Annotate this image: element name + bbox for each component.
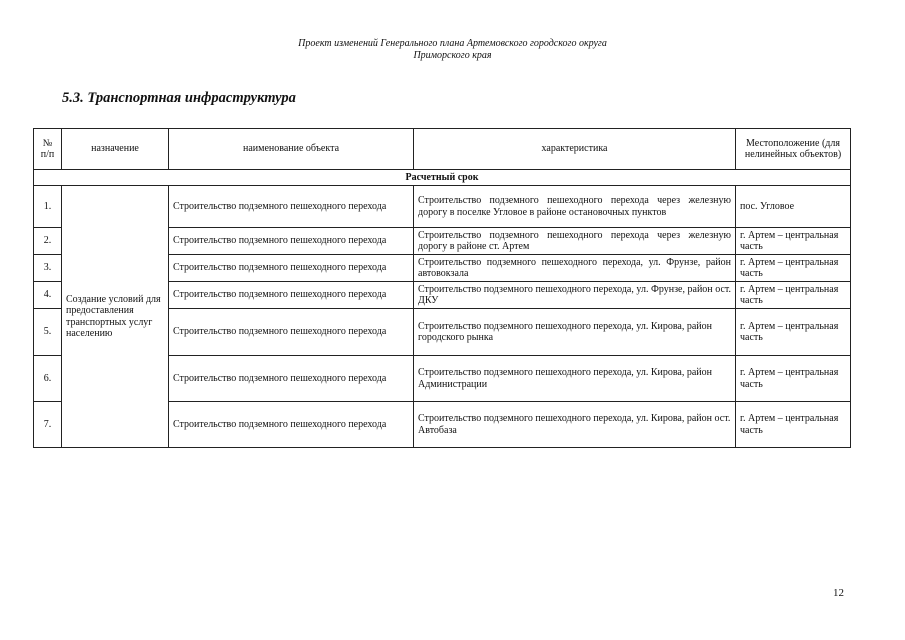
row-name: Строительство подземного пешеходного перехода [169,228,414,255]
row-location: г. Артем – центральная часть [736,282,851,309]
row-characteristic: Строительство подземного пешеходного перехода, ул. Фрунзе, район ост. ДКУ [414,282,736,309]
row-name: Строительство подземного пешеходного перехода [169,255,414,282]
row-name: Строительство подземного пешеходного перехода [169,282,414,309]
row-characteristic: Строительство подземного пешеходного перехода, ул. Кирова, район ост. Автобаза [414,402,736,448]
document-header [0,38,905,62]
col-header-characteristic: характеристика [414,129,736,170]
row-characteristic: Строительство подземного пешеходного перехода, ул. Кирова, район Администрации [414,356,736,402]
row-num: 4. [34,282,62,309]
header-line-2: Приморского края [413,50,492,61]
row-location: г. Артем – центральная часть [736,402,851,448]
col-header-num: № п/п [34,129,62,170]
row-characteristic: Строительство подземного пешеходного перехода через железную дорогу в районе ст. Артем [414,228,736,255]
page-number: 12 [833,587,844,599]
header-line-1: Проект изменений Генерального плана Артемовского городского округа [298,38,607,49]
row-location: г. Артем – центральная часть [736,309,851,356]
row-num: 6. [34,356,62,402]
row-num: 5. [34,309,62,356]
subheader-calculated-period: Расчетный срок [34,170,851,186]
row-num: 3. [34,255,62,282]
row-name: Строительство подземного пешеходного перехода [169,402,414,448]
table-header-row [34,129,851,170]
row-num: 1. [34,186,62,228]
row-location: г. Артем – центральная часть [736,356,851,402]
row-characteristic: Строительство подземного пешеходного перехода, ул. Кирова, район городского рынка [414,309,736,356]
table-row [34,186,851,228]
row-location: г. Артем – центральная часть [736,228,851,255]
row-name: Строительство подземного пешеходного перехода [169,309,414,356]
row-name: Строительство подземного пешеходного перехода [169,356,414,402]
subheader-row [34,170,851,186]
row-num: 7. [34,402,62,448]
col-header-name: наименование объекта [169,129,414,170]
row-num: 2. [34,228,62,255]
row-characteristic: Строительство подземного пешеходного перехода, ул. Фрунзе, район автовокзала [414,255,736,282]
col-header-purpose: назначение [62,129,169,170]
row-characteristic: Строительство подземного пешеходного перехода через железную дорогу в поселке Угловое в районе остановочных пунктов [414,186,736,228]
row-location: г. Артем – центральная часть [736,255,851,282]
purpose-cell: Создание условий для предоставления транспортных услуг населению [62,186,169,448]
section-title: 5.3. Транспортная инфраструктура [62,90,296,106]
transport-infrastructure-table [33,128,851,448]
col-header-location: Местоположение (для нелинейных объектов) [736,129,851,170]
row-name: Строительство подземного пешеходного перехода [169,186,414,228]
row-location: пос. Угловое [736,186,851,228]
